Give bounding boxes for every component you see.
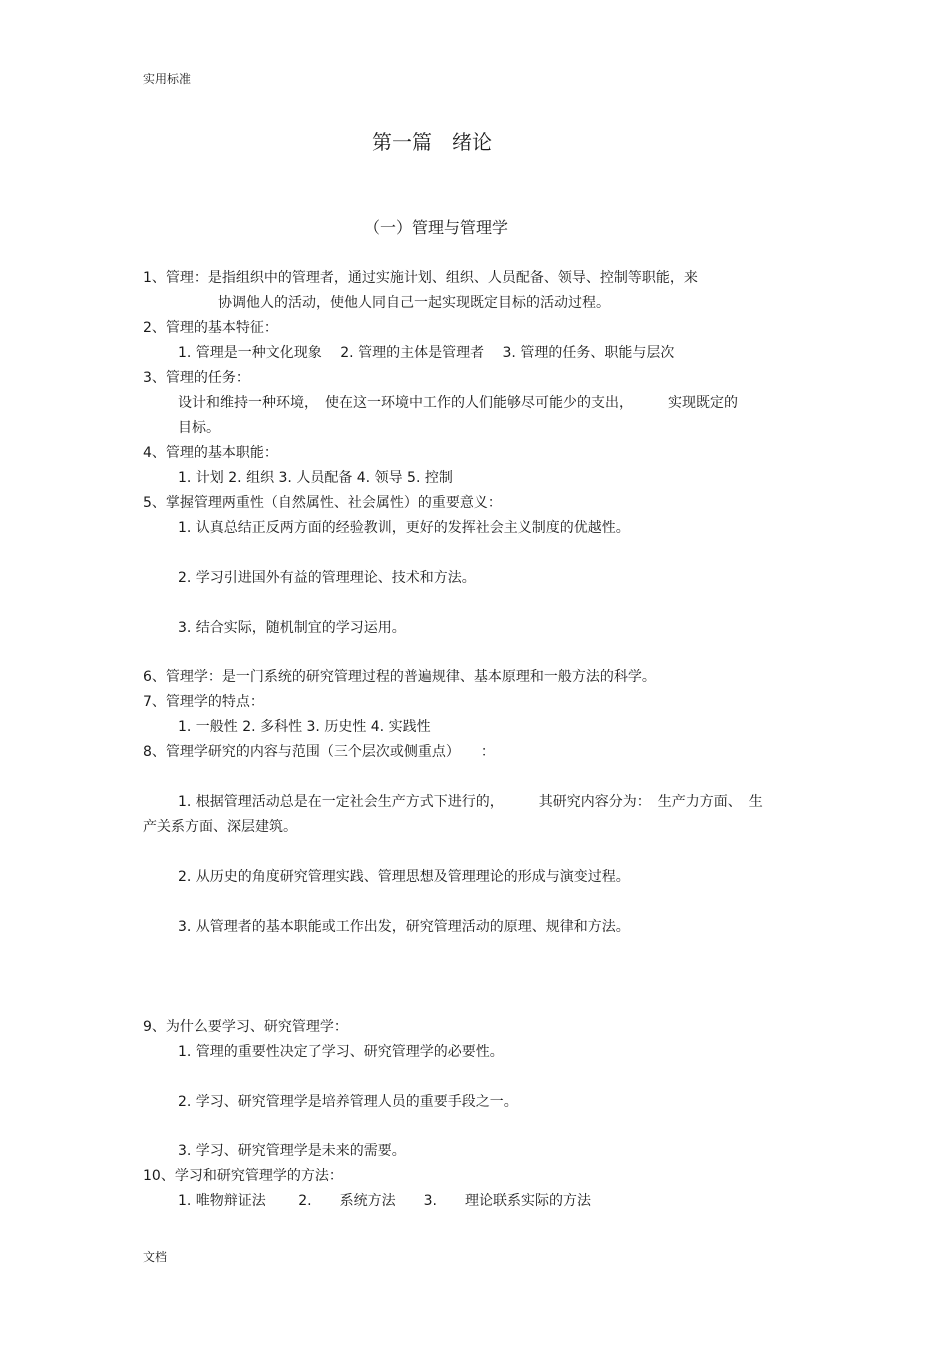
- item-2-list: 1. 管理是一种文化现象 2. 管理的主体是管理者 3. 管理的任务、职能与层次: [178, 345, 675, 361]
- item-9-point-1: 1. 管理的重要性决定了学习、研究管理学的必要性。: [178, 1044, 504, 1060]
- item-5-point-2: 2. 学习引进国外有益的管理理论、技术和方法。: [178, 570, 476, 586]
- item-3-text: 设计和维持一种环境， 使在这一环境中工作的人们能够尽可能少的支出， 实现既定的: [178, 395, 738, 411]
- item-10-heading: 10、学习和研究管理学的方法：: [143, 1168, 343, 1184]
- section-subtitle: （一）管理与管理学: [364, 218, 509, 237]
- page-title: 第一篇 绪论: [372, 130, 492, 154]
- item-8-point-2: 2. 从历史的角度研究管理实践、管理思想及管理理论的形成与演变过程。: [178, 869, 630, 885]
- page-footer: 文档: [143, 1250, 168, 1264]
- page-header: 实用标准: [143, 72, 192, 86]
- item-4-heading: 4、管理的基本职能：: [143, 445, 278, 461]
- item-1-definition: 1、管理：是指组织中的管理者，通过实施计划、组织、人员配备、领导、控制等职能，来: [143, 270, 698, 286]
- item-7-list: 1. 一般性 2. 多科性 3. 历史性 4. 实践性: [178, 719, 431, 735]
- item-9-point-3: 3. 学习、研究管理学是未来的需要。: [178, 1143, 406, 1159]
- item-5-point-1: 1. 认真总结正反两方面的经验教训，更好的发挥社会主义制度的优越性。: [178, 520, 630, 536]
- item-9-point-2: 2. 学习、研究管理学是培养管理人员的重要手段之一。: [178, 1094, 518, 1110]
- item-4-list: 1. 计划 2. 组织 3. 人员配备 4. 领导 5. 控制: [178, 470, 453, 486]
- item-5-point-3: 3. 结合实际，随机制宜的学习运用。: [178, 620, 406, 636]
- item-6-definition: 6、管理学：是一门系统的研究管理过程的普遍规律、基本原理和一般方法的科学。: [143, 669, 656, 685]
- item-8-point-1-cont: 产关系方面、深层建筑。: [143, 819, 297, 835]
- item-8-point-1: 1. 根据管理活动总是在一定社会生产方式下进行的， 其研究内容分为： 生产力方面、 生: [178, 794, 763, 810]
- item-8-heading: 8、管理学研究的内容与范围（三个层次或侧重点） ：: [143, 744, 495, 760]
- item-8-point-3: 3. 从管理者的基本职能或工作出发，研究管理活动的原理、规律和方法。: [178, 919, 630, 935]
- item-9-heading: 9、为什么要学习、研究管理学：: [143, 1019, 348, 1035]
- item-10-list: 1. 唯物辩证法 2. 系统方法 3. 理论联系实际的方法: [178, 1193, 591, 1209]
- item-3-text-cont: 目标。: [178, 420, 220, 436]
- item-7-heading: 7、管理学的特点：: [143, 694, 264, 710]
- item-5-heading: 5、掌握管理两重性（自然属性、社会属性）的重要意义：: [143, 495, 502, 511]
- item-1-definition-cont: 协调他人的活动，使他人同自己一起实现既定目标的活动过程。: [218, 295, 610, 311]
- item-3-heading: 3、管理的任务：: [143, 370, 250, 386]
- item-2-heading: 2、管理的基本特征：: [143, 320, 278, 336]
